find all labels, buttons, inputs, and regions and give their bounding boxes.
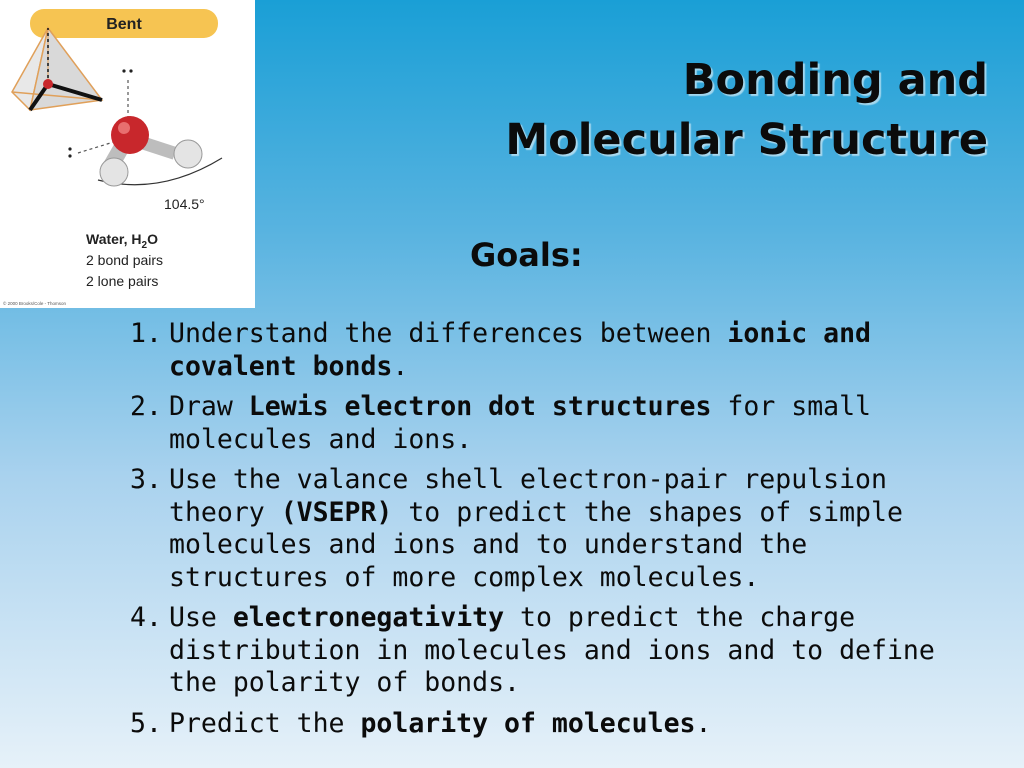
- goal-text: Predict the: [169, 707, 361, 739]
- goal-number: 5.: [130, 707, 162, 739]
- title-line-1: Bonding and: [682, 55, 988, 105]
- lone-pairs-label: 2 lone pairs: [86, 273, 159, 289]
- goals-heading: Goals:: [470, 236, 583, 274]
- goal-number: 1.: [130, 318, 162, 349]
- molecule-figure: [0, 0, 255, 308]
- goal-text: to predict the shapes of simple molecules and ions and to understand the structures of more complex molecules.: [169, 496, 903, 593]
- tetrahedron-icon: [12, 28, 102, 110]
- goal-key-term: ionic and covalent bonds: [169, 318, 871, 382]
- copyright-label: © 2000 Brooks/Cole - Thomson: [3, 301, 67, 306]
- goal-item: [130, 318, 950, 383]
- goal-text: for small molecules and ions.: [169, 391, 872, 455]
- goal-key-term: electronegativity: [232, 602, 505, 633]
- shape-label: Bent: [106, 16, 142, 33]
- goal-text: .: [392, 350, 409, 382]
- goal-number: 3.: [130, 464, 162, 495]
- title-line-2: Molecular Structure: [505, 115, 988, 165]
- slide-title: [505, 50, 988, 170]
- goal-text: Draw: [169, 391, 249, 422]
- goal-text: Use: [169, 602, 233, 633]
- goal-text: Use the valance shell electron-pair repulsion theory: [169, 464, 887, 528]
- angle-label: 104.5°: [164, 196, 205, 212]
- goal-text: to predict the charge distribution in molecules and ions and to define the polarity of bonds.: [169, 602, 935, 698]
- goal-text: .: [695, 707, 712, 739]
- goal-key-term: (VSEPR): [280, 496, 393, 528]
- goal-number: 2.: [130, 391, 162, 422]
- goal-number: 4.: [130, 602, 162, 633]
- goal-item: [130, 464, 950, 594]
- molecule-name: Water, $H_2O$: [86, 231, 158, 251]
- goal-item: [130, 602, 950, 700]
- goal-key-term: polarity of molecules: [360, 707, 696, 739]
- goal-text: Understand the differences between: [169, 318, 728, 349]
- goal-item: [130, 708, 950, 741]
- goals-list: [130, 318, 950, 748]
- water-molecule-diagram: [0, 0, 255, 308]
- bond-pairs-label: 2 bond pairs: [86, 252, 164, 268]
- goal-item: [130, 391, 950, 456]
- goal-key-term: Lewis electron dot structures: [248, 391, 712, 422]
